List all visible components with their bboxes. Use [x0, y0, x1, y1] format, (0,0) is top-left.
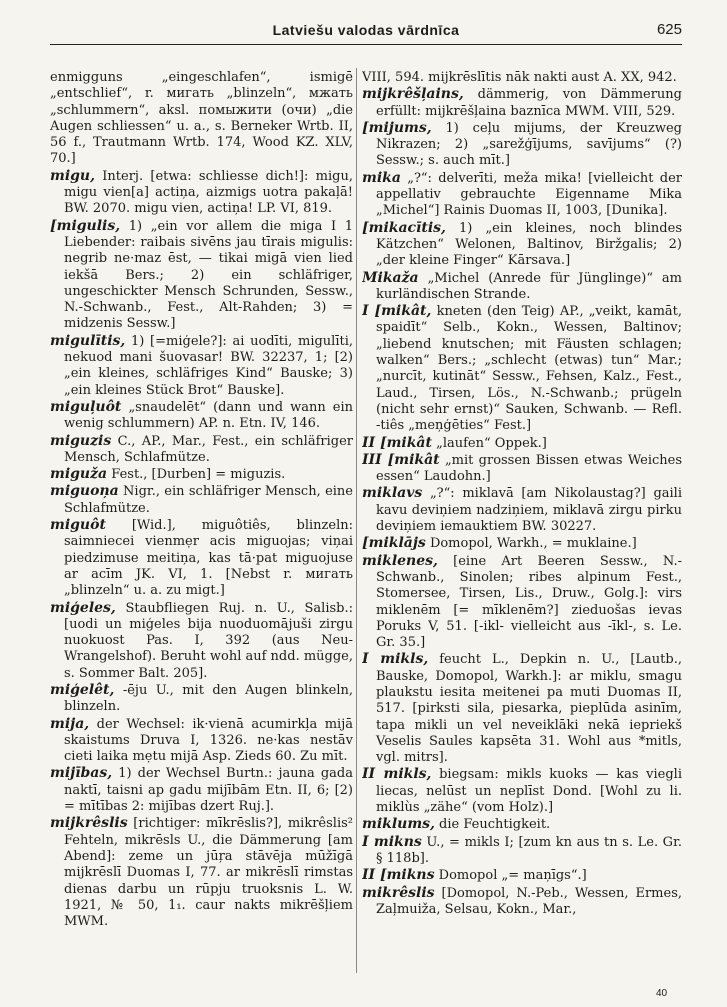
entry-headword: [mijums,	[362, 119, 432, 136]
entry-headword: II [mikns	[362, 867, 435, 884]
dictionary-entry	[50, 70, 353, 168]
dictionary-entry	[50, 399, 353, 433]
entry-headword: migulītis,	[50, 332, 126, 349]
entry-headword: [migulis,	[50, 217, 121, 234]
dictionary-entry	[50, 517, 353, 599]
entry-headword: miguļuôt	[50, 398, 122, 415]
entry-headword: miklums,	[362, 816, 435, 833]
dictionary-entry	[50, 466, 353, 483]
entry-text: 1) der Wechsel Burtn.: jauna gada naktī, taisni ap gadu mijībām Etn. II, 6; [2) = mītības 2: mijības dzert Ruj.].	[64, 766, 353, 815]
dictionary-entry	[362, 303, 682, 434]
dictionary-entry	[362, 867, 682, 884]
entry-text: kneten (den Teig) AP., „veikt, kamāt, spaidīt“ Selb., Kokn., Wessen, Baltinov; „liebend knutschen; mit Fäusten schlagen; walken“ Bers.; „schlecht (etwas) tun“ Mar.; „nurcīt, kutināt“ Sessw., Fehsen, Kalz., Fest., Laud., Tirsen, Lös., N.-Schwanb.; prügeln (nicht sehr ernst)“ Sauken, Schwanb. — Refl. -tiês „meņģēties“ Fest.]	[376, 304, 682, 434]
signature-number: 40	[656, 988, 668, 999]
right-column	[362, 70, 682, 980]
dictionary-entry	[362, 120, 682, 170]
entry-headword: miguoņa	[50, 483, 119, 500]
entry-text: der Wechsel: ik·vienā acumirkļa mijā skaistums Druva I, 1326. ne·kas nestāv cieti laika mẹtu mijā Asp. Zieds 60. Zu mīt.	[64, 716, 353, 765]
entry-headword: I [mikât,	[362, 303, 432, 320]
entry-text: Domopol „= maņīgs“.]	[438, 868, 587, 884]
dictionary-entry	[50, 682, 353, 716]
entry-text: VIII, 594. mijkrēslītis nāk nakti aust A. XX, 942.	[362, 70, 677, 85]
entry-headword: mijības,	[50, 765, 113, 782]
entry-text: [richtiger: mīkrēslis?], mikrêslis² Fehteln, mikrēsls U., die Dämmerung [am Abend]: zeme un jūŗa stāvēja mūžīgā mijkrēslī Duomas I, 77. ar mikrēslī rimstas dienas darbu un rūpju truoksnis L. W. 1921, № 50, 1₁. caur nakts mikrēšļiem MWM.	[64, 816, 353, 930]
dictionary-entry	[50, 600, 353, 682]
entry-text: [Wid.], miguôtiês, blinzeln: saimniecei vienmẹr acis miguojas; viņai piedzimuse meitiņa, kas tā·pat miguojuse ar acīm JK. VI, 1. [Nebst r. мигать „blinzeln“ u. a. zu migt.]	[64, 518, 353, 599]
dictionary-entry	[50, 716, 353, 766]
dictionary-entry	[362, 535, 682, 552]
dictionary-entry	[362, 485, 682, 535]
entry-text: „snaudelēt“ (dann und wann ein wenig schlummern) AP. n. Etn. IV, 146.	[64, 399, 353, 432]
dictionary-entry	[50, 815, 353, 930]
entry-headword: [mikacītis,	[362, 219, 446, 236]
entry-text: Fest., [Durben] = miguzis.	[111, 467, 286, 483]
entry-text: „Michel (Anrede für Jünglinge)“ am kurländischen Strande.	[376, 270, 682, 302]
dictionary-entry	[362, 816, 682, 833]
entry-text: Interj. [etwa: schliesse dich!]: migu, migu vien[a] actiņa, aizmigs uotra pakaļā! BW. 2070. migu vien, actiņa! LP. VI, 819.	[64, 168, 353, 217]
entry-text: „laufen“ Oppek.]	[436, 435, 547, 451]
dictionary-entry	[50, 218, 353, 333]
entry-headword: miguža	[50, 466, 108, 483]
entry-headword: miklavs	[362, 485, 423, 502]
column-divider	[356, 68, 357, 973]
entry-headword: miģelêt,	[50, 681, 115, 698]
page-title: Latviešu valodas vārdnīca	[272, 22, 460, 38]
entry-text: Staubfliegen Ruj. n. U., Salisb.: [uodi un miģeles bija nuoduomājuši zirgu nuokuost Pas. I, 392 (aus Neu-Wrangelshof). Beruht wohl auf ndd. mügge, s. Sommer Balt. 205].	[64, 600, 353, 681]
entry-headword: mijkrêslis	[50, 815, 128, 832]
entry-text: U., = mikls I; [zum kn aus tn s. Le. Gr. § 118b].	[376, 834, 682, 866]
dictionary-entry	[362, 170, 682, 220]
dictionary-entry	[50, 483, 353, 517]
entry-text: die Feuchtigkeit.	[439, 817, 551, 833]
entry-text: 1) [=miģele?]: ai uodīti, migulīti, nekuod mani šuovasar! BW. 32237, 1; [2) „ein kleines, schläfriges Kind“ Bauske; 3) „ein kleines Stück Brot“ Bauske].	[64, 333, 353, 398]
left-column	[50, 70, 353, 980]
dictionary-entry	[50, 333, 353, 399]
entry-text: „?“: miklavā [am Nikolaustag?] gaili kavu deviņiem nadziņiem, miklavā zirgu pirku deviņiem iemauktiem BW. 30227.	[376, 486, 682, 535]
dictionary-entry	[362, 766, 682, 816]
entry-text: biegsam: mikls kuoks — kas viegli liecas, nelūst un neplīst Dond. [Wohl zu li. miklùs „zähe“ (vom Holz).]	[376, 767, 682, 816]
entry-headword: Mikaža	[362, 269, 419, 286]
entry-text: enmigguns „eingeschlafen“, ismigē „entschlief“, r. мигать „blinzeln“, мжать „schlummern“, aksl. помыжити (очи) „die Augen schliessen“ u. a., s. Berneker Wrtb. II, 56 f., Trautmann Wrtb. 174, Wood KZ. XLV, 70.]	[50, 70, 353, 167]
entry-text: [eine Art Beeren Sessw., N.-Schwanb., Sinolen; ribes alpinum Fest., Stomersee, Tirsen, Lis., Druw., Golg.]: virs miklenēm [= mīklenēm?] zieduošas ievas Poruks V, 51. [-ikl- vielleicht aus -īkl-, s. Le. Gr. 35.]	[376, 553, 682, 651]
page-number: 625	[656, 21, 682, 38]
entry-headword: miģeles,	[50, 599, 116, 616]
entry-headword: miklenes,	[362, 552, 438, 569]
entry-text: 1) ceļu mijums, der Kreuzweg Nikrazen; 2) „sarežģījums, savījums“ (?) Sessw.; s. auch mīt.]	[376, 120, 682, 169]
dictionary-entry	[362, 553, 682, 652]
entry-headword: mijkrêšļains,	[362, 86, 464, 103]
dictionary-entry	[362, 834, 682, 868]
entry-text: feucht L., Depkin n. U., [Lautb., Bauske, Domopol, Warkh.]: ar miklu, smagu plaukstu iesita meitenei pa muti Duomas II, 517. [pirksti sila, piesarka, pieplūda asinīm, tapa mikli un vel neveiklāki nekā iepriekš Veselis Saules kapsēta 31. Wohl aus *mitls, vgl. mitrs].	[376, 652, 682, 766]
dictionary-entry	[362, 270, 682, 304]
entry-text: „mit grossen Bissen etwas Weiches essen“ Laudohn.]	[376, 452, 682, 485]
entry-text: 1) „ein vor allem die miga I 1 Liebender: raibais sivēns jau tīrais migulis: negrib ne·maz ēst, — tikai migā vien lied iekšā Bers.; 2) ein schläfriger, ungeschickter Mensch Schrunden, Sessw., N.-Schwanb., Fest., Alt-Rahden; 3) = midzenis Sessw.]	[64, 218, 353, 332]
dictionary-entry	[362, 86, 682, 120]
entry-text: dämmerig, von Dämmerung erfüllt: mijkrēšļaina baznīca MWM. VIII, 529.	[376, 87, 682, 119]
dictionary-entry	[362, 885, 682, 919]
entry-headword: miguôt	[50, 517, 106, 534]
entry-headword: miguzis	[50, 432, 112, 449]
entry-headword: II mikls,	[362, 766, 432, 783]
entry-headword: mikrêslis	[362, 884, 435, 901]
entry-headword: mika	[362, 169, 401, 186]
entry-headword: migu,	[50, 167, 95, 184]
dictionary-entry	[362, 651, 682, 766]
dictionary-entry	[50, 433, 353, 467]
entry-text: [Domopol, N.-Peb., Wessen, Ermes, Zaļmuiža, Selsau, Kokn., Mar.,	[376, 885, 682, 917]
entry-headword: II [mikât	[362, 434, 432, 451]
dictionary-entry	[50, 765, 353, 815]
entry-text: -ēju U., mit den Augen blinkeln, blinzeln.	[64, 682, 353, 715]
entry-text: Domopol, Warkh., = muklaine.]	[429, 536, 637, 552]
entry-headword: [miklājs	[362, 535, 426, 552]
dictionary-entry	[362, 452, 682, 486]
entry-headword: I mikls,	[362, 651, 429, 668]
entry-headword: III [mikât	[362, 451, 440, 468]
entry-headword: mija,	[50, 715, 90, 732]
dictionary-entry	[50, 168, 353, 218]
dictionary-entry	[362, 70, 682, 86]
dictionary-entry	[362, 220, 682, 270]
entry-text: „?“: delverīti, meža mika! [vielleicht der appellativ gebrauchte Eigenname Mika „Michel“] Rainis Duomas II, 1003, [Dunika].	[376, 170, 682, 219]
dictionary-entry	[362, 435, 682, 452]
entry-text: 1) „ein kleines, noch blindes Kätzchen“ Welonen, Baltinov, Biržgalis; 2) „der kleine Finger“ Kārsava.]	[376, 220, 682, 269]
entry-text: C., AP., Mar., Fest., ein schläfriger Mensch, Schlafmütze.	[64, 433, 353, 465]
entry-headword: I mikns	[362, 833, 422, 850]
entry-text: Nigr., ein schläfriger Mensch, eine Schlafmütze.	[64, 484, 353, 516]
page-header	[50, 18, 682, 45]
